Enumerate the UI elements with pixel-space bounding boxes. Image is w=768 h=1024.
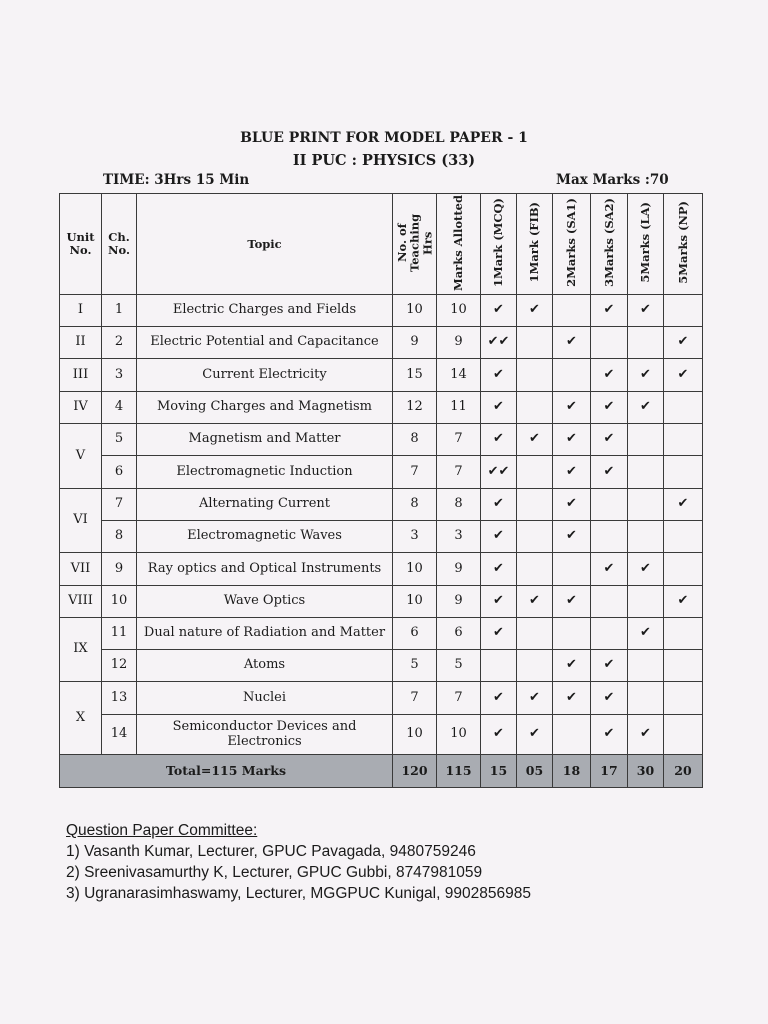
sa1-mark-cell: ✔ (553, 424, 591, 456)
fib-mark-cell (517, 392, 553, 424)
unit-cell: I (60, 295, 102, 327)
marks-allotted-header: Marks Allotted (437, 194, 481, 295)
la-mark-cell: ✔ (628, 553, 664, 586)
teaching-hrs-cell: 6 (393, 618, 437, 650)
total-sa1-cell: 18 (553, 755, 591, 788)
document-title: BLUE PRINT FOR MODEL PAPER - 1 (240, 130, 528, 146)
table-row (60, 327, 703, 359)
topic-header: Topic (137, 194, 393, 295)
table-row (60, 586, 703, 618)
table-row (60, 424, 703, 456)
mcq-mark-cell: ✔ (481, 715, 517, 755)
np-mark-cell (664, 456, 703, 489)
mcq-mark-cell: ✔ (481, 295, 517, 327)
teaching-hrs-cell: 7 (393, 682, 437, 715)
committee-section (66, 820, 531, 904)
fib-mark-cell (517, 456, 553, 489)
fib-mark-cell (517, 650, 553, 682)
chapter-no-cell: 14 (102, 715, 137, 755)
unit-cell: IV (60, 392, 102, 424)
table-row (60, 650, 703, 682)
chapter-no-cell: 9 (102, 553, 137, 586)
sa1-mark-cell: ✔ (553, 521, 591, 553)
sa2-mark-cell: ✔ (591, 392, 628, 424)
marks-allotted-cell: 6 (437, 618, 481, 650)
np-mark-cell (664, 682, 703, 715)
unit-cell: IX (60, 618, 102, 682)
table-row (60, 295, 703, 327)
unit-cell: II (60, 327, 102, 359)
mcq-mark-cell: ✔ (481, 424, 517, 456)
mcq-mark-cell: ✔✔ (481, 456, 517, 489)
sa1-mark-cell (553, 359, 591, 392)
la-mark-cell (628, 650, 664, 682)
marks-allotted-cell: 3 (437, 521, 481, 553)
total-label: Total=115 Marks (60, 755, 393, 788)
np-header: 5Marks (NP) (664, 194, 703, 295)
np-mark-cell (664, 295, 703, 327)
sa2-mark-cell: ✔ (591, 715, 628, 755)
total-marks-cell: 115 (437, 755, 481, 788)
table-row (60, 456, 703, 489)
unit-cell: V (60, 424, 102, 489)
sa1-mark-cell: ✔ (553, 327, 591, 359)
teaching-hrs-cell: 7 (393, 456, 437, 489)
committee-member: 3) Ugranarasimhaswamy, Lecturer, MGGPUC Kunigal, 9902856985 (66, 885, 531, 902)
la-mark-cell (628, 521, 664, 553)
chapter-no-cell: 11 (102, 618, 137, 650)
chapter-no-cell: 3 (102, 359, 137, 392)
marks-allotted-cell: 7 (437, 682, 481, 715)
marks-allotted-cell: 8 (437, 489, 481, 521)
chapter-no-cell: 13 (102, 682, 137, 715)
sa1-mark-cell (553, 618, 591, 650)
np-mark-cell: ✔ (664, 586, 703, 618)
mcq-header: 1Mark (MCQ) (481, 194, 517, 295)
mcq-mark-cell: ✔ (481, 682, 517, 715)
fib-mark-cell (517, 521, 553, 553)
table-row (60, 359, 703, 392)
sa1-header: 2Marks (SA1) (553, 194, 591, 295)
sa1-mark-cell (553, 295, 591, 327)
teaching-hrs-cell: 8 (393, 489, 437, 521)
mcq-mark-cell: ✔✔ (481, 327, 517, 359)
teaching-hrs-cell: 15 (393, 359, 437, 392)
table-row (60, 715, 703, 755)
table-row (60, 682, 703, 715)
la-mark-cell (628, 586, 664, 618)
fib-mark-cell (517, 553, 553, 586)
sa2-mark-cell (591, 327, 628, 359)
np-mark-cell (664, 715, 703, 755)
topic-cell: Alternating Current (137, 489, 393, 521)
unit-cell: VI (60, 489, 102, 553)
teaching-hrs-cell: 10 (393, 553, 437, 586)
sa2-mark-cell: ✔ (591, 553, 628, 586)
topic-cell: Moving Charges and Magnetism (137, 392, 393, 424)
mcq-mark-cell: ✔ (481, 359, 517, 392)
la-mark-cell: ✔ (628, 295, 664, 327)
fib-mark-cell (517, 359, 553, 392)
sa2-mark-cell: ✔ (591, 650, 628, 682)
topic-cell: Electric Charges and Fields (137, 295, 393, 327)
committee-title: Question Paper Committee: (66, 822, 258, 839)
sa1-mark-cell: ✔ (553, 650, 591, 682)
topic-cell: Electromagnetic Waves (137, 521, 393, 553)
teaching-hrs-header: No. of Teaching Hrs (393, 194, 437, 295)
unit-cell: VIII (60, 586, 102, 618)
sa2-mark-cell (591, 586, 628, 618)
total-row (60, 755, 703, 788)
marks-allotted-cell: 9 (437, 586, 481, 618)
topic-cell: Electric Potential and Capacitance (137, 327, 393, 359)
chapter-no-cell: 4 (102, 392, 137, 424)
ch-header: Ch. No. (102, 194, 137, 295)
chapter-no-cell: 2 (102, 327, 137, 359)
sa1-mark-cell: ✔ (553, 456, 591, 489)
teaching-hrs-cell: 8 (393, 424, 437, 456)
topic-cell: Wave Optics (137, 586, 393, 618)
teaching-hrs-cell: 10 (393, 715, 437, 755)
topic-cell: Ray optics and Optical Instruments (137, 553, 393, 586)
np-mark-cell (664, 553, 703, 586)
marks-allotted-cell: 7 (437, 456, 481, 489)
marks-allotted-cell: 5 (437, 650, 481, 682)
np-mark-cell: ✔ (664, 489, 703, 521)
table-row (60, 553, 703, 586)
mcq-mark-cell: ✔ (481, 553, 517, 586)
committee-member: 1) Vasanth Kumar, Lecturer, GPUC Pavagada, 9480759246 (66, 843, 476, 860)
sa2-mark-cell: ✔ (591, 359, 628, 392)
marks-allotted-cell: 9 (437, 553, 481, 586)
table-row (60, 392, 703, 424)
topic-cell: Electromagnetic Induction (137, 456, 393, 489)
table-row (60, 618, 703, 650)
total-np-cell: 20 (664, 755, 703, 788)
sa2-mark-cell: ✔ (591, 295, 628, 327)
np-mark-cell: ✔ (664, 359, 703, 392)
sa2-header: 3Marks (SA2) (591, 194, 628, 295)
marks-allotted-cell: 14 (437, 359, 481, 392)
sa1-mark-cell: ✔ (553, 392, 591, 424)
committee-member: 2) Sreenivasamurthy K, Lecturer, GPUC Gubbi, 8747981059 (66, 864, 483, 881)
chapter-no-cell: 7 (102, 489, 137, 521)
unit-cell: III (60, 359, 102, 392)
sa2-mark-cell: ✔ (591, 424, 628, 456)
teaching-hrs-cell: 12 (393, 392, 437, 424)
fib-mark-cell: ✔ (517, 295, 553, 327)
teaching-hrs-cell: 10 (393, 295, 437, 327)
mcq-mark-cell: ✔ (481, 618, 517, 650)
topic-cell: Current Electricity (137, 359, 393, 392)
fib-mark-cell: ✔ (517, 682, 553, 715)
np-mark-cell (664, 618, 703, 650)
la-mark-cell (628, 489, 664, 521)
np-mark-cell: ✔ (664, 327, 703, 359)
chapter-no-cell: 5 (102, 424, 137, 456)
la-header: 5Marks (LA) (628, 194, 664, 295)
sa2-mark-cell (591, 618, 628, 650)
la-mark-cell: ✔ (628, 392, 664, 424)
topic-cell: Semiconductor Devices and Electronics (137, 715, 393, 755)
la-mark-cell (628, 327, 664, 359)
marks-allotted-cell: 10 (437, 715, 481, 755)
topic-cell: Dual nature of Radiation and Matter (137, 618, 393, 650)
total-hrs-cell: 120 (393, 755, 437, 788)
sa1-mark-cell: ✔ (553, 489, 591, 521)
fib-mark-cell (517, 618, 553, 650)
la-mark-cell: ✔ (628, 359, 664, 392)
marks-allotted-cell: 9 (437, 327, 481, 359)
total-sa2-cell: 17 (591, 755, 628, 788)
table-row (60, 489, 703, 521)
fib-mark-cell: ✔ (517, 424, 553, 456)
marks-allotted-cell: 7 (437, 424, 481, 456)
chapter-no-cell: 6 (102, 456, 137, 489)
unit-cell: X (60, 682, 102, 755)
teaching-hrs-cell: 9 (393, 327, 437, 359)
mcq-mark-cell: ✔ (481, 521, 517, 553)
fib-mark-cell: ✔ (517, 586, 553, 618)
sa1-mark-cell (553, 715, 591, 755)
unit-header: Unit No. (60, 194, 102, 295)
marks-allotted-cell: 10 (437, 295, 481, 327)
max-marks: Max Marks :70 (556, 172, 669, 188)
np-mark-cell (664, 650, 703, 682)
total-mcq-cell: 15 (481, 755, 517, 788)
chapter-no-cell: 1 (102, 295, 137, 327)
fib-mark-cell (517, 489, 553, 521)
chapter-no-cell: 8 (102, 521, 137, 553)
fib-mark-cell: ✔ (517, 715, 553, 755)
topic-cell: Atoms (137, 650, 393, 682)
table-row (60, 521, 703, 553)
np-mark-cell (664, 521, 703, 553)
total-fib-cell: 05 (517, 755, 553, 788)
unit-cell: VII (60, 553, 102, 586)
mcq-mark-cell (481, 650, 517, 682)
exam-time: TIME: 3Hrs 15 Min (103, 172, 250, 188)
sa1-mark-cell: ✔ (553, 682, 591, 715)
marks-allotted-cell: 11 (437, 392, 481, 424)
sa2-mark-cell: ✔ (591, 456, 628, 489)
chapter-no-cell: 10 (102, 586, 137, 618)
sa2-mark-cell (591, 489, 628, 521)
np-mark-cell (664, 424, 703, 456)
np-mark-cell (664, 392, 703, 424)
mcq-mark-cell: ✔ (481, 489, 517, 521)
topic-cell: Magnetism and Matter (137, 424, 393, 456)
mcq-mark-cell: ✔ (481, 586, 517, 618)
la-mark-cell (628, 424, 664, 456)
topic-cell: Nuclei (137, 682, 393, 715)
la-mark-cell (628, 682, 664, 715)
sa1-mark-cell (553, 553, 591, 586)
teaching-hrs-cell: 10 (393, 586, 437, 618)
document-subtitle: II PUC : PHYSICS (33) (292, 152, 476, 169)
sa2-mark-cell: ✔ (591, 682, 628, 715)
sa2-mark-cell (591, 521, 628, 553)
la-mark-cell: ✔ (628, 618, 664, 650)
teaching-hrs-cell: 5 (393, 650, 437, 682)
chapter-no-cell: 12 (102, 650, 137, 682)
blueprint-table (59, 193, 703, 788)
fib-mark-cell (517, 327, 553, 359)
fib-header: 1Mark (FIB) (517, 194, 553, 295)
la-mark-cell (628, 456, 664, 489)
total-la-cell: 30 (628, 755, 664, 788)
mcq-mark-cell: ✔ (481, 392, 517, 424)
la-mark-cell: ✔ (628, 715, 664, 755)
teaching-hrs-cell: 3 (393, 521, 437, 553)
sa1-mark-cell: ✔ (553, 586, 591, 618)
